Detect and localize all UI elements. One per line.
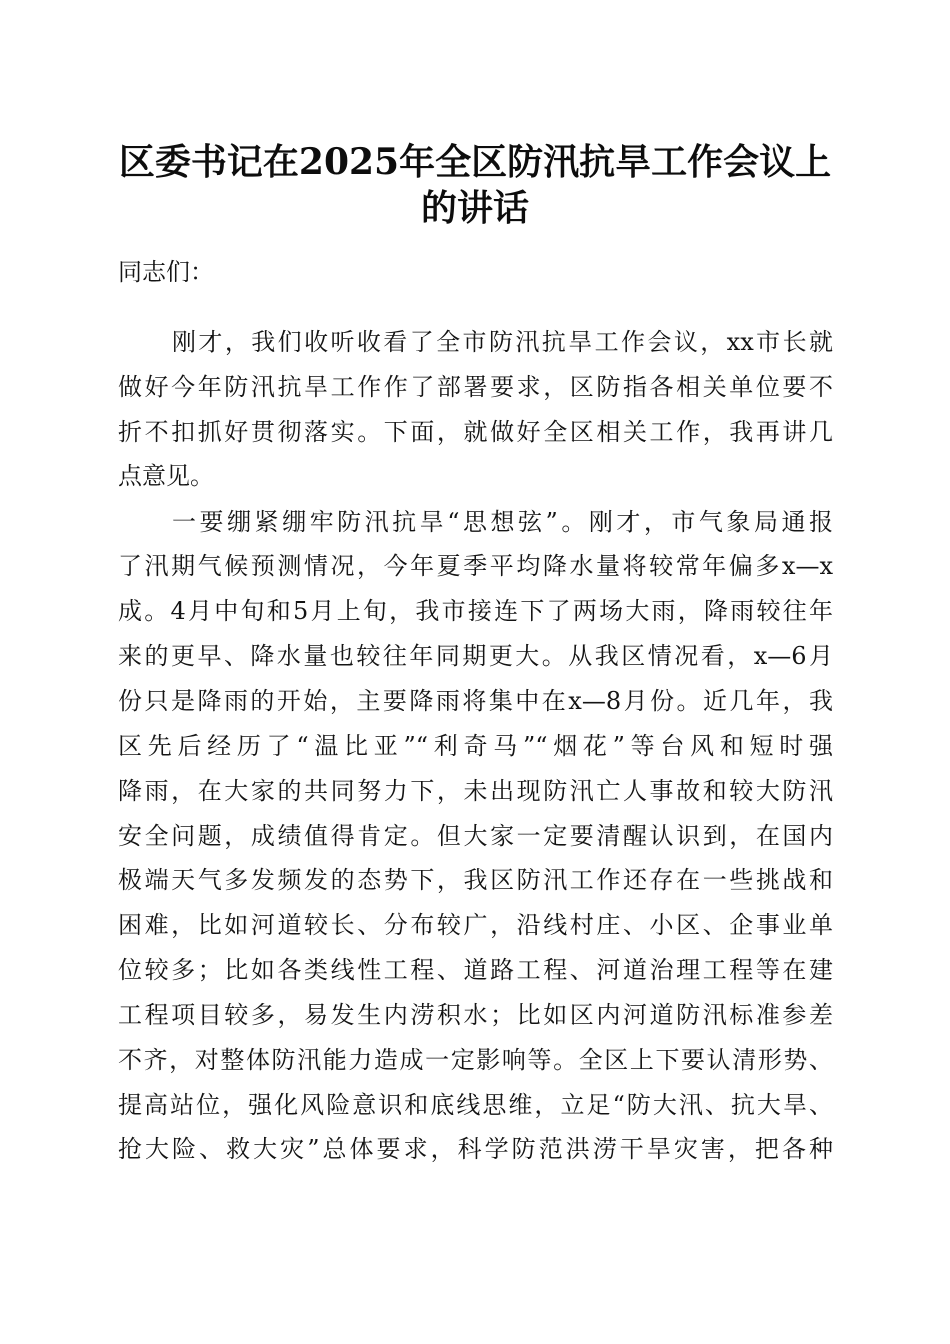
paragraph-1-line: 折不扣抓好贯彻落实。下面，就做好全区相关工作，我再讲几 (118, 418, 833, 446)
document-title-line-2: 的讲话 (420, 187, 529, 229)
paragraph-2-line: 成。4月中旬和5月上旬，我市接连下了两场大雨，降雨较往年 (118, 597, 833, 625)
paragraph-2-line: 份只是降雨的开始，主要降雨将集中在x—8月份。近几年，我 (118, 687, 833, 715)
paragraph-2-line: 降雨，在大家的共同努力下，未出现防汛亡人事故和较大防汛 (118, 777, 833, 805)
paragraph-1-line: 刚才，我们收听收看了全市防汛抗旱工作会议，xx市长就 (172, 328, 833, 356)
salutation: 同志们： (118, 258, 214, 286)
paragraph-2-line: 安全问题，成绩值得肯定。但大家一定要清醒认识到，在国内 (118, 822, 833, 850)
paragraph-1-line: 点意见。 (118, 462, 214, 490)
paragraph-2-line: 极端天气多发频发的态势下，我区防汛工作还存在一些挑战和 (118, 866, 833, 894)
paragraph-2-line: 不齐，对整体防汛能力造成一定影响等。全区上下要认清形势、 (118, 1046, 833, 1074)
paragraph-2-line: 了汛期气候预测情况，今年夏季平均降水量将较常年偏多x—x (118, 552, 833, 580)
paragraph-2-line: 工程项目较多，易发生内涝积水；比如区内河道防汛标准参差 (118, 1001, 833, 1029)
paragraph-2-line: 提高站位，强化风险意识和底线思维，立足“防大汛、抗大旱、 (118, 1091, 833, 1119)
document-title-line-1: 区委书记在2025年全区防汛抗旱工作会议上 (118, 141, 832, 183)
paragraph-1-line: 做好今年防汛抗旱工作作了部署要求，区防指各相关单位要不 (118, 373, 833, 401)
paragraph-2-line: 来的更早、降水量也较往年同期更大。从我区情况看，x—6月 (118, 642, 833, 670)
paragraph-2-line: 位较多；比如各类线性工程、道路工程、河道治理工程等在建 (118, 956, 833, 984)
paragraph-2-line: 抢大险、救大灾”总体要求，科学防范洪涝干旱灾害，把各种 (118, 1135, 833, 1163)
paragraph-2-line: 区先后经历了“温比亚”“利奇马”“烟花”等台风和短时强 (118, 732, 833, 760)
paragraph-2-line: 一要绷紧绷牢防汛抗旱“思想弦”。刚才，市气象局通报 (172, 508, 833, 536)
paragraph-2-line: 困难，比如河道较长、分布较广，沿线村庄、小区、企事业单 (118, 911, 833, 939)
